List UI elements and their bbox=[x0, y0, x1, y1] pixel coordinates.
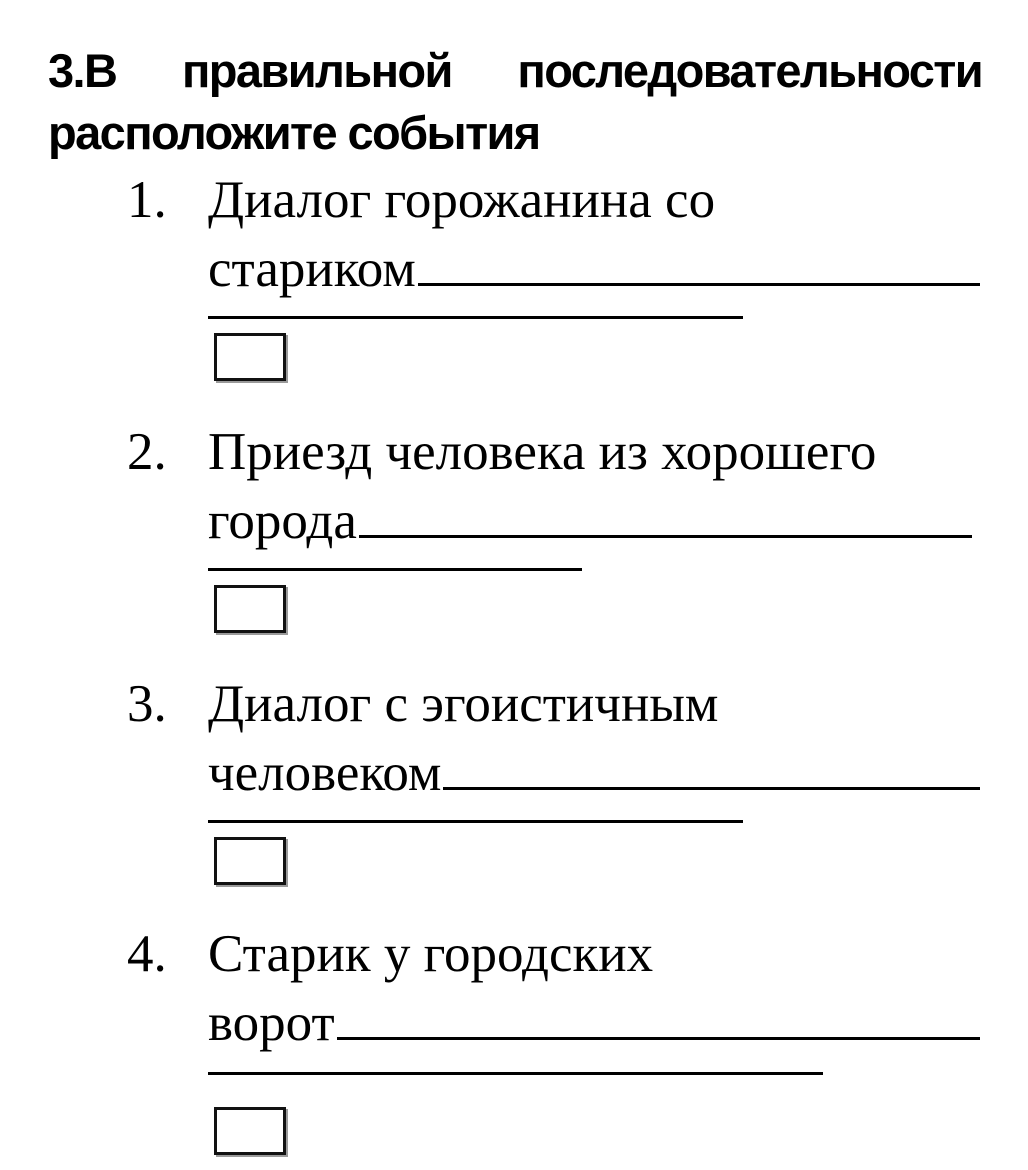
event-text-line2: города bbox=[208, 492, 357, 550]
event-text-line2-row bbox=[208, 986, 980, 1050]
answer-fill-line[interactable] bbox=[337, 986, 980, 1040]
event-item-2 bbox=[0, 420, 1028, 670]
event-number: 4. bbox=[127, 925, 167, 983]
event-item-1 bbox=[0, 168, 1028, 418]
order-answer-box[interactable] bbox=[214, 585, 286, 633]
event-text-line1: Приезд человека из хорошего bbox=[208, 423, 877, 481]
answer-fill-line[interactable] bbox=[443, 736, 980, 790]
order-answer-box[interactable] bbox=[214, 837, 286, 885]
event-item-4 bbox=[0, 922, 1028, 1170]
answer-blank-line[interactable] bbox=[208, 316, 743, 319]
event-number: 3. bbox=[127, 675, 167, 733]
event-text-line2-row bbox=[208, 232, 980, 296]
task-heading: 3.В правильной последовательности расположите события bbox=[48, 44, 982, 159]
event-text-line2-row bbox=[208, 484, 972, 548]
event-text-line1: Старик у городских bbox=[208, 925, 654, 983]
event-number: 1. bbox=[127, 171, 167, 229]
answer-fill-line[interactable] bbox=[418, 232, 980, 286]
event-text-line1: Диалог с эгоистичным bbox=[208, 675, 719, 733]
order-answer-box[interactable] bbox=[214, 1107, 286, 1155]
event-text-line1: Диалог горожанина со bbox=[208, 171, 716, 229]
order-answer-box[interactable] bbox=[214, 333, 286, 381]
event-item-3 bbox=[0, 672, 1028, 922]
answer-blank-line[interactable] bbox=[208, 820, 743, 823]
event-text-line2-row bbox=[208, 736, 980, 800]
event-number: 2. bbox=[127, 423, 167, 481]
event-text-line2: ворот bbox=[208, 994, 335, 1052]
event-text-line2: стариком bbox=[208, 240, 416, 298]
answer-blank-line[interactable] bbox=[208, 1072, 823, 1075]
answer-blank-line[interactable] bbox=[208, 568, 582, 571]
event-text-line2: человеком bbox=[208, 744, 442, 802]
answer-fill-line[interactable] bbox=[359, 484, 972, 538]
